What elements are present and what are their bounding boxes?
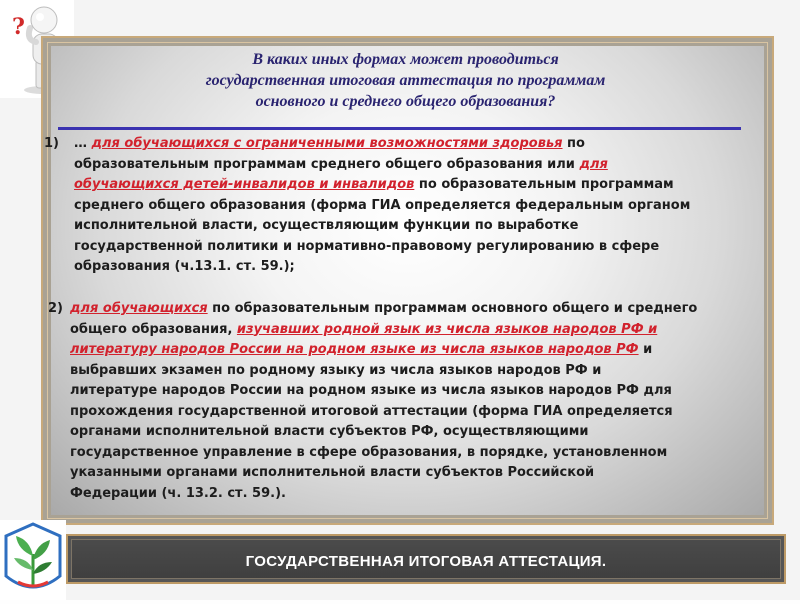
footer-banner <box>66 534 786 584</box>
item2-line <box>70 484 697 505</box>
item1-line <box>74 216 690 237</box>
text-run: исполнительной власти, осуществляющим функции по выработке <box>74 218 579 233</box>
text-run: и <box>638 342 653 357</box>
slide-title <box>88 49 723 112</box>
title-line-1: В каких иных формах может проводиться <box>252 51 559 68</box>
banner-inner <box>71 539 781 579</box>
title-line-3: основного и среднего общего образования? <box>255 93 556 110</box>
text-run: общего образования, <box>70 321 237 337</box>
item2-line <box>70 299 697 320</box>
item-2-text <box>70 299 697 504</box>
text-run: органами исполнительной власти субъектов РФ, осуществляющими <box>70 424 589 439</box>
highlighted-phrase: литературу народов России на родном языке из числа языков народов РФ <box>70 342 639 357</box>
highlighted-phrase: изучавших родной язык из числа языков народов РФ и <box>236 321 658 337</box>
text-run: по образовательным программам основного общего и среднего <box>207 301 698 316</box>
highlighted-phrase: обучающихся детей-инвалидов и инвалидов <box>74 177 415 192</box>
item2-line <box>70 402 697 423</box>
text-run: по образовательным программам <box>414 177 674 192</box>
union-tree-logo-icon <box>0 520 66 600</box>
highlighted-phrase: для обучающихся с ограниченными возможностями здоровья <box>91 136 563 151</box>
question-mark: ? <box>12 14 25 40</box>
item2-line <box>70 463 697 484</box>
banner-title: ГОСУДАРСТВЕННАЯ ИТОГОВАЯ АТТЕСТАЦИЯ. <box>245 553 607 570</box>
item1-line <box>74 134 690 155</box>
text-run: Федерации (ч. 13.2. ст. 59.). <box>70 485 286 501</box>
logo <box>0 520 66 600</box>
text-run: по <box>562 136 585 151</box>
item2-line <box>70 340 697 361</box>
text-run: образования (ч.13.1. ст. 59.); <box>74 259 295 274</box>
item2-line <box>70 443 697 464</box>
text-run: … <box>74 136 92 151</box>
text-run: прохождения государственной итоговой аттестации (форма ГИА определяется <box>70 403 673 419</box>
text-run: государственной политики и нормативно-правовому регулированию в сфере <box>74 238 660 254</box>
title-line-2: государственная итоговая аттестация по программам <box>205 72 606 89</box>
item-1-text <box>74 134 690 278</box>
text-run: литературе народов России на родном языке из числа языков народов РФ для <box>70 383 672 398</box>
item-2-number: 2) <box>48 301 63 316</box>
title-underline-rule <box>58 127 741 130</box>
item1-line <box>74 196 690 217</box>
item2-line <box>70 422 697 443</box>
item1-line <box>74 257 690 278</box>
item1-line <box>74 155 690 176</box>
item-1-number: 1) <box>44 136 59 151</box>
item1-line <box>74 175 690 196</box>
item1-line <box>74 237 690 258</box>
item2-line <box>70 361 697 382</box>
highlighted-phrase: для обучающихся <box>70 301 208 316</box>
item2-line <box>70 381 697 402</box>
text-run: государственное управление в сфере образования, в порядке, установленном <box>70 444 668 460</box>
text-run: указанными органами исполнительной власти субъектов Российской <box>70 465 595 480</box>
text-run: выбравших экзамен по родному языку из числа языков народов РФ и <box>70 362 602 378</box>
text-run: образовательным программам среднего общего образования или <box>74 156 580 172</box>
highlighted-phrase: для <box>579 156 608 172</box>
item2-line <box>70 320 697 341</box>
text-run: среднего общего образования (форма ГИА определяется федеральным органом <box>74 197 691 213</box>
